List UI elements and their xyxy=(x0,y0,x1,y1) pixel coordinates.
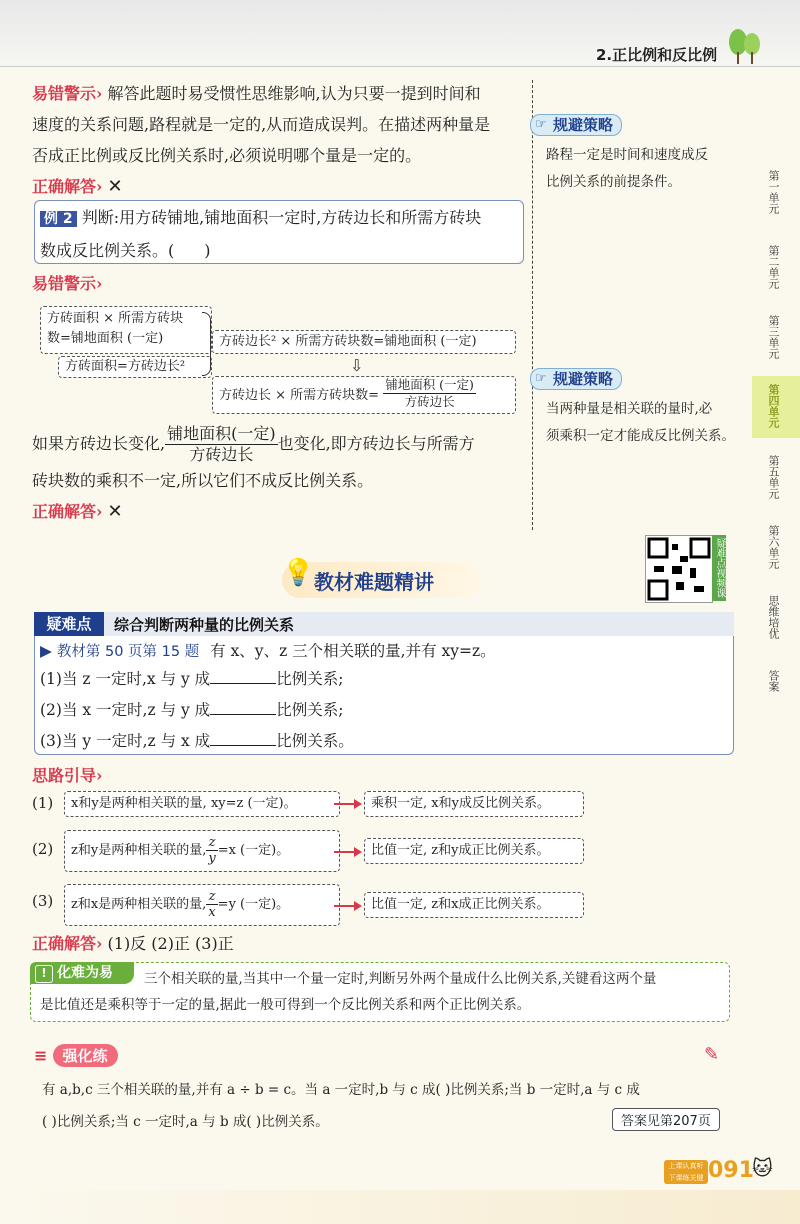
answer-value: ✕ xyxy=(107,176,123,197)
box-combined: 方砖边长² × 所需方砖块数=铺地面积 (一定) xyxy=(212,330,516,354)
tab-answers[interactable]: 答案 xyxy=(767,670,780,692)
warn-label-2: 易错警示› xyxy=(32,274,103,293)
brace xyxy=(202,312,211,376)
strategy-label-2: ☞ 规避策略 xyxy=(530,368,622,390)
tab-unit-2[interactable]: 第二单元 xyxy=(767,245,780,289)
difficulty-item-3: (3)当 y 一定时,z 与 x 成 比例关系。 xyxy=(40,726,354,757)
source: 教材第 50 页第 15 题 xyxy=(56,644,200,660)
tip-badge: ! 化难为易 xyxy=(30,962,134,984)
warn-text-1: 解答此题时易受惯性思维影响,认为只要一提到时间和 xyxy=(107,84,481,103)
guide-row-2-right: 比值一定, z和y成正比例关系。 xyxy=(364,838,584,864)
guide-row-1-left: x和y是两种相关联的量, xy=z (一定)。 xyxy=(64,791,340,817)
banner-title: 教材难题精讲 xyxy=(314,570,434,594)
guide-row-1-num: (1) xyxy=(32,794,54,812)
difficulty-item-2: (2)当 x 一定时,z 与 y 成 比例关系; xyxy=(40,695,354,726)
guide-row-2-num: (2) xyxy=(32,840,54,858)
answer-label: 正确解答 xyxy=(32,177,97,196)
qr-code[interactable] xyxy=(645,535,713,603)
tab-thinking[interactable]: 思维培优 xyxy=(767,595,780,639)
difficulty-item-1: (1)当 z 一定时,x 与 y 成 比例关系; xyxy=(40,664,354,695)
box-area-square: 方砖面积=方砖边长² xyxy=(58,356,212,378)
footer-bar xyxy=(0,1190,800,1224)
header-title: 2.正比例和反比例 xyxy=(596,46,718,64)
strategy-text-1: 路程一定是时间和速度成反 比例关系的前提条件。 xyxy=(546,147,708,190)
qr-label: 疑难点视频课 xyxy=(712,535,726,601)
warn-paragraph-1: 易错警示› 解答此题时易受惯性思维影响,认为只要一提到时间和 速度的关系问题,路程就是一定的,从而造成误判。在描述两种量是 否成正比例或反比例关系时,必须说明哪个量是一定的。 正确解答› ✕ xyxy=(32,84,491,197)
warn-label: 易错警示 xyxy=(32,84,97,103)
down-arrow-icon: ⇩ xyxy=(350,356,364,375)
strategy-label: ☞ 规避策略 xyxy=(530,114,622,136)
warn-text-3: 否成正比例或反比例关系时,必须说明哪个量是一定的。 xyxy=(32,146,422,165)
guide-row-1-right: 乘积一定, x和y成反比例关系。 xyxy=(364,791,584,817)
tab-unit-6[interactable]: 第六单元 xyxy=(767,525,780,569)
warn-text-2: 速度的关系问题,路程就是一定的,从而造成误判。在描述两种量是 xyxy=(32,115,491,134)
footer-logo: 上课认真听 下课练关键 xyxy=(664,1160,708,1184)
exclaim-icon: ! xyxy=(35,965,53,983)
answer-ref: 答案见第207页 xyxy=(612,1108,720,1131)
guide-label: 思路引导› xyxy=(32,766,103,785)
box-area-formula: 方砖面积 × 所需方砖块 数=铺地面积 (一定) xyxy=(40,306,212,354)
strategy-2 xyxy=(530,368,622,390)
difficulty-items xyxy=(40,664,354,757)
tab-unit-5[interactable]: 第五单元 xyxy=(767,455,780,499)
practice-text: 有 a,b,c 三个相关联的量,并有 a ÷ b = c。当 a 一定时,b 与 c 成( )比例关系;当 b 一定时,a 与 c 成 ( )比例关系;当 c 一定时,a 与 b 成( )比例关系。 xyxy=(42,1082,640,1130)
guide-row-2-left: z和y是两种相关联的量, $\frac{z}{y}$ =x (一定)。 xyxy=(64,830,340,872)
answer-3: 正确解答› (1)反 (2)正 (3)正 xyxy=(32,934,234,953)
mascot-icon: 🐱 xyxy=(752,1156,773,1180)
tab-unit-3[interactable]: 第三单元 xyxy=(767,315,780,359)
tip-text: 三个相关联的量,当其中一个量一定时,判断另外两个量成什么比例关系,关键看这两个量 是比值还是乘积等于一定的量,据此一般可得到一个反比例关系和两个正比例关系。 xyxy=(40,971,657,1013)
guide-row-3-right: 比值一定, z和x成正比例关系。 xyxy=(364,892,584,918)
tree-icon xyxy=(724,26,764,64)
tab-unit-1[interactable]: 第一单元 xyxy=(767,170,780,214)
column-divider xyxy=(532,80,533,530)
example2-badge: 例 2 xyxy=(40,211,77,227)
guide-row-3-left: z和x是两种相关联的量, $\frac{z}{x}$ =y (一定)。 xyxy=(64,884,340,926)
difficulty-title: 综合判断两种量的比例关系 xyxy=(114,616,295,634)
guide-arrow-2 xyxy=(334,851,360,853)
guide-arrow-1 xyxy=(334,803,360,805)
page-number: 091 xyxy=(708,1158,754,1183)
pencil-icon: ✎ xyxy=(704,1044,720,1065)
practice-title: ≡ 强化练 xyxy=(34,1044,118,1067)
difficulty-question: ▶ 教材第 50 页第 15 题 有 x、y、z 三个相关联的量,并有 xy=z。 xyxy=(40,642,496,660)
guide-row-3-num: (3) xyxy=(32,892,54,910)
difficulty-badge: 疑难点 xyxy=(34,612,104,636)
guide-arrow-3 xyxy=(334,905,360,907)
box-quotient: 方砖边长 × 所需方砖块数= $\frac{\text{铺地面积 (一定)}}{\text{方砖边长}}$ xyxy=(212,376,516,414)
lightbulb-icon: 💡 xyxy=(282,558,315,588)
strategy-text-2: 当两种量是相关联的量时,必 须乘积一定才能成反比例关系。 xyxy=(546,401,735,444)
example2-text: 例 2 判断:用方砖铺地,铺地面积一定时,方砖边长和所需方砖块 数成反比例关系。( ) xyxy=(40,208,482,260)
tab-unit-4[interactable]: 第四单元 xyxy=(767,384,780,428)
strategy-1 xyxy=(530,114,622,136)
explanation: 如果方砖边长变化, $\frac{\text{铺地面积(一定)}}{\text{方砖边长}}$ 也变化,即方砖边长与所需方 砖块数的乘积不一定,所以它们不成反比例关系。 正确解答› ✕ xyxy=(32,424,475,522)
